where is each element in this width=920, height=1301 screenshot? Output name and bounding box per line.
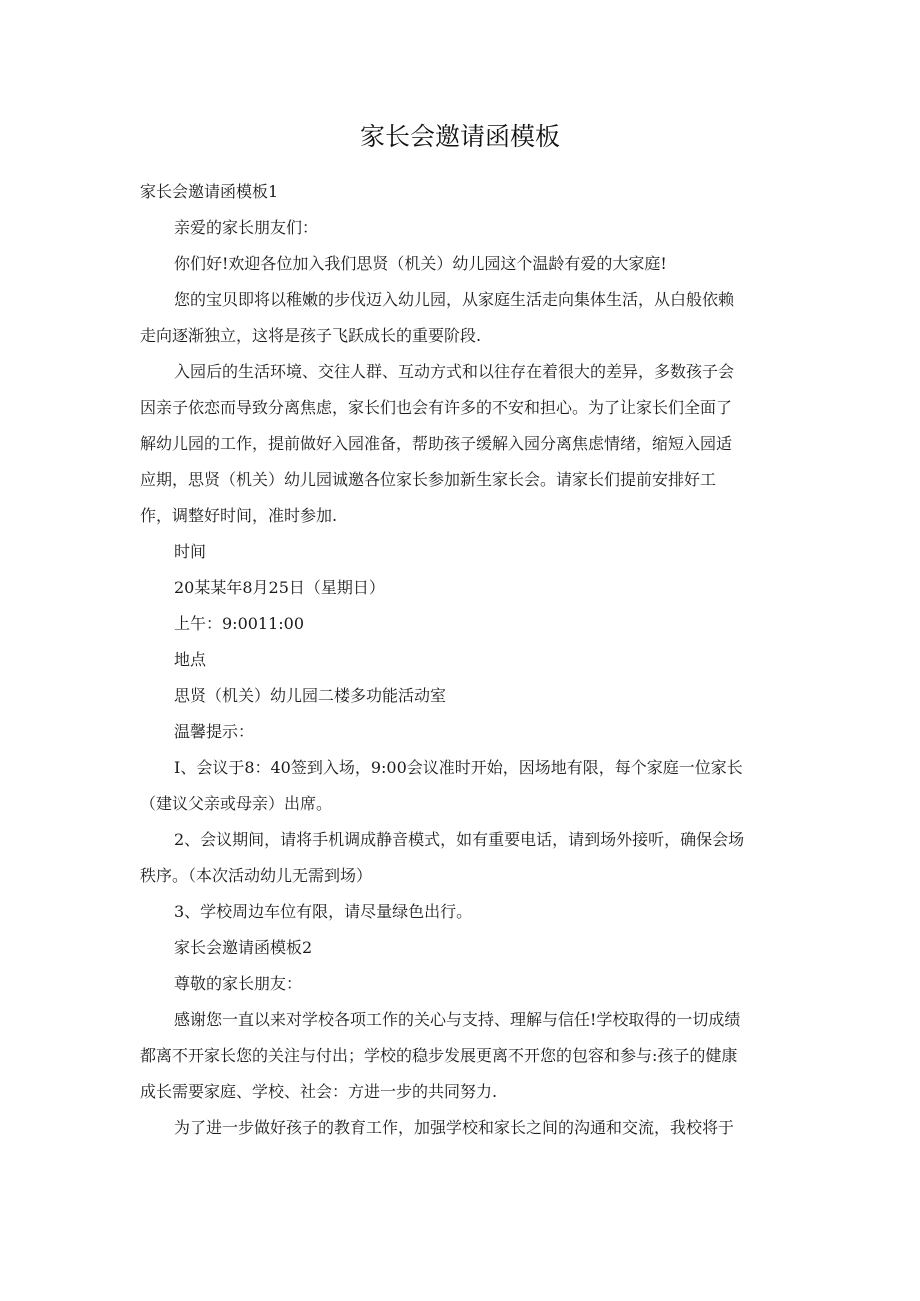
body-line: 亲爱的家长朋友们： <box>174 218 319 237</box>
body-line: 入园后的生活环境、交往人群、互动方式和以往存在着很大的差异，多数孩子会 <box>174 362 735 381</box>
body-line: 2、会议期间，请将手机调成静音模式，如有重要电话，请到场外接听，确保会场 <box>174 830 745 849</box>
body-line: 您的宝贝即将以稚嫩的步伐迈入幼儿园，从家庭生活走向集体生活，从白般依赖 <box>174 290 735 309</box>
body-line: 作，调整好时间，准时参加. <box>140 506 338 525</box>
body-line: 地点 <box>174 650 207 669</box>
body-line: 感谢您一直以来对学校各项工作的关心与支持、理解与信任!学校取得的一切成绩 <box>174 1010 741 1029</box>
body-line: 思贤（机关）幼儿园二楼多功能活动室 <box>174 686 447 705</box>
document-title: 家长会邀请函模板 <box>359 122 560 151</box>
body-line: 因亲子依恋而导致分离焦虑，家长们也会有许多的不安和担心。为了让家长们全面了 <box>140 398 733 417</box>
body-line: 秩序。（本次活动幼儿无需到场） <box>140 866 373 885</box>
document-body <box>140 174 780 1146</box>
body-line: 家长会邀请函模板1 <box>140 182 279 201</box>
body-line: 温馨提示： <box>174 722 255 741</box>
body-line: 尊敬的家长朋友： <box>174 974 303 993</box>
body-line: 应期，思贤（机关）幼儿园诚邀各位家长参加新生家长会。请家长们提前安排好工 <box>140 470 717 489</box>
body-line: 你们好!欢迎各位加入我们思贤（机关）幼儿园这个温龄有爱的大家庭! <box>174 254 667 273</box>
body-line: 20某某年8月25日（星期日） <box>174 578 385 597</box>
body-line: 都离不开家长您的关注与付出；学校的稳步发展更离不开您的包容和参与:孩子的健康 <box>140 1046 738 1065</box>
body-line: 成长需要家庭、学校、社会：方进一步的共同努力. <box>140 1082 498 1101</box>
body-line: I、会议于8：40签到入场，9:00会议准时开始，因场地有限，每个家庭一位家长 <box>174 758 743 777</box>
body-line: 时间 <box>174 542 207 561</box>
body-line: 上午：9:0011:00 <box>174 614 305 633</box>
body-line: 解幼儿园的工作，提前做好入园准备，帮助孩子缓解入园分离焦虑情绪，缩短入园适 <box>140 434 733 453</box>
body-line: 为了进一步做好孩子的教育工作，加强学校和家长之间的沟通和交流，我校将于 <box>174 1118 735 1137</box>
body-line: 家长会邀请函模板2 <box>174 938 313 957</box>
body-line: 走向逐渐独立，这将是孩子飞跃成长的重要阶段. <box>140 326 482 345</box>
body-line: （建议父亲或母亲）出席。 <box>140 794 333 813</box>
body-line: 3、学校周边车位有限，请尽量绿色出行。 <box>174 902 473 921</box>
